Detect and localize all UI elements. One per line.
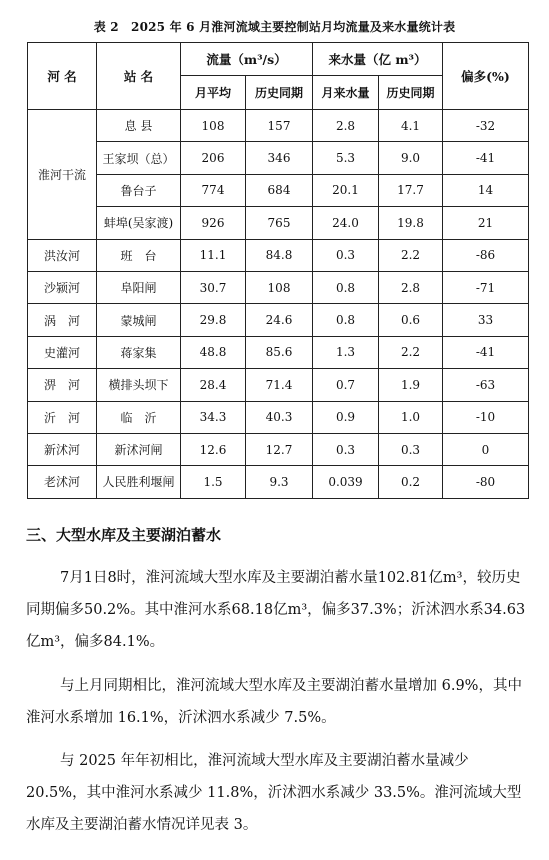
river-cell: 沙颍河	[28, 271, 97, 303]
inflow-cell: 24.0	[313, 207, 379, 239]
header-inflow: 来水量（亿 m³）	[313, 43, 443, 76]
river-cell: 新沭河	[28, 433, 97, 465]
inflow-cell: 0.039	[313, 466, 379, 498]
deviation-cell: -71	[443, 271, 529, 303]
paragraph-1-text: 7月1日8时，淮河流域大型水库及主要湖泊蓄水量102.81亿m³，较历史同期偏多50.2%。其中淮河水系68.18亿m³，偏多37.3%；沂沭泗水系34.63亿m³，偏多84.1%。	[26, 570, 526, 650]
station-cell: 息 县	[97, 110, 181, 142]
flow-avg-cell: 29.8	[181, 304, 246, 336]
flow-avg-cell: 926	[181, 207, 246, 239]
flow-hist-cell: 85.6	[246, 336, 313, 368]
flow-statistics-table	[27, 42, 529, 499]
flow-hist-cell: 108	[246, 271, 313, 303]
paragraph-3-text: 与 2025 年年初相比，淮河流域大型水库及主要湖泊蓄水量减少 20.5%，其中淮河水系减少 11.8%，沂沭泗水系减少 33.5%。淮河流域大型水库及主要湖泊蓄水情况详见表 3。	[26, 753, 522, 833]
station-cell: 新沭河闸	[97, 433, 181, 465]
station-cell: 横排头坝下	[97, 369, 181, 401]
table-row	[28, 174, 529, 206]
deviation-cell: 0	[443, 433, 529, 465]
paragraph-1	[26, 562, 526, 658]
flow-hist-cell: 684	[246, 174, 313, 206]
inflow-hist-cell: 0.2	[379, 466, 443, 498]
flow-avg-cell: 28.4	[181, 369, 246, 401]
deviation-cell: 14	[443, 174, 529, 206]
inflow-cell: 1.3	[313, 336, 379, 368]
inflow-hist-cell: 19.8	[379, 207, 443, 239]
deviation-cell: -41	[443, 336, 529, 368]
river-cell: 老沭河	[28, 466, 97, 498]
river-cell: 沂 河	[28, 401, 97, 433]
header-monthly-avg: 月平均	[181, 76, 246, 110]
flow-hist-cell: 84.8	[246, 239, 313, 271]
inflow-hist-cell: 0.6	[379, 304, 443, 336]
inflow-cell: 0.8	[313, 304, 379, 336]
header-flow-historical: 历史同期	[246, 76, 313, 110]
deviation-cell: 21	[443, 207, 529, 239]
station-cell: 人民胜利堰闸	[97, 466, 181, 498]
station-cell: 班 台	[97, 239, 181, 271]
flow-hist-cell: 24.6	[246, 304, 313, 336]
table-row	[28, 401, 529, 433]
inflow-hist-cell: 0.3	[379, 433, 443, 465]
flow-avg-cell: 108	[181, 110, 246, 142]
header-inflow-historical: 历史同期	[379, 76, 443, 110]
inflow-cell: 0.9	[313, 401, 379, 433]
table-row	[28, 271, 529, 303]
table-row	[28, 304, 529, 336]
river-cell: 洪汝河	[28, 239, 97, 271]
inflow-cell: 0.7	[313, 369, 379, 401]
deviation-cell: -63	[443, 369, 529, 401]
flow-avg-cell: 774	[181, 174, 246, 206]
inflow-hist-cell: 4.1	[379, 110, 443, 142]
flow-hist-cell: 157	[246, 110, 313, 142]
table-row	[28, 142, 529, 174]
header-deviation: 偏多(%)	[443, 43, 529, 110]
inflow-hist-cell: 2.8	[379, 271, 443, 303]
flow-hist-cell: 40.3	[246, 401, 313, 433]
paragraph-2-text: 与上月同期相比，淮河流域大型水库及主要湖泊蓄水量增加 6.9%，其中淮河水系增加 16.1%，沂沭泗水系减少 7.5%。	[26, 678, 522, 726]
station-cell: 王家坝（总）	[97, 142, 181, 174]
deviation-cell: -41	[443, 142, 529, 174]
flow-avg-cell: 30.7	[181, 271, 246, 303]
inflow-hist-cell: 1.0	[379, 401, 443, 433]
inflow-hist-cell: 2.2	[379, 239, 443, 271]
river-cell: 淠 河	[28, 369, 97, 401]
paragraph-2	[26, 670, 526, 734]
paragraph-3	[26, 745, 526, 841]
flow-hist-cell: 12.7	[246, 433, 313, 465]
deviation-cell: -32	[443, 110, 529, 142]
deviation-cell: -10	[443, 401, 529, 433]
flow-avg-cell: 1.5	[181, 466, 246, 498]
inflow-hist-cell: 2.2	[379, 336, 443, 368]
inflow-cell: 0.3	[313, 239, 379, 271]
deviation-cell: 33	[443, 304, 529, 336]
section-heading: 三、大型水库及主要湖泊蓄水	[26, 526, 222, 544]
table-body	[28, 110, 529, 499]
station-cell: 临 沂	[97, 401, 181, 433]
flow-hist-cell: 71.4	[246, 369, 313, 401]
header-inflow-amount: 月来水量	[313, 76, 379, 110]
header-flow: 流量（m³/s）	[181, 43, 313, 76]
table-row	[28, 433, 529, 465]
table-row	[28, 336, 529, 368]
river-cell: 史灌河	[28, 336, 97, 368]
deviation-cell: -80	[443, 466, 529, 498]
flow-avg-cell: 48.8	[181, 336, 246, 368]
table-caption: 表 2 2025 年 6 月淮河流域主要控制站月均流量及来水量统计表	[93, 20, 456, 34]
inflow-hist-cell: 17.7	[379, 174, 443, 206]
station-cell: 蒋家集	[97, 336, 181, 368]
station-cell: 阜阳闸	[97, 271, 181, 303]
table-row	[28, 239, 529, 271]
flow-avg-cell: 206	[181, 142, 246, 174]
river-cell: 淮河干流	[28, 110, 97, 240]
table-row	[28, 369, 529, 401]
inflow-cell: 0.8	[313, 271, 379, 303]
flow-avg-cell: 11.1	[181, 239, 246, 271]
river-cell: 涡 河	[28, 304, 97, 336]
flow-hist-cell: 765	[246, 207, 313, 239]
table-row	[28, 110, 529, 142]
header-station: 站 名	[97, 43, 181, 110]
flow-hist-cell: 9.3	[246, 466, 313, 498]
inflow-cell: 2.8	[313, 110, 379, 142]
inflow-hist-cell: 1.9	[379, 369, 443, 401]
inflow-cell: 0.3	[313, 433, 379, 465]
inflow-hist-cell: 9.0	[379, 142, 443, 174]
table-row	[28, 466, 529, 498]
inflow-cell: 5.3	[313, 142, 379, 174]
flow-avg-cell: 34.3	[181, 401, 246, 433]
deviation-cell: -86	[443, 239, 529, 271]
inflow-cell: 20.1	[313, 174, 379, 206]
station-cell: 蒙城闸	[97, 304, 181, 336]
header-river: 河 名	[28, 43, 97, 110]
flow-avg-cell: 12.6	[181, 433, 246, 465]
station-cell: 鲁台子	[97, 174, 181, 206]
table-row	[28, 207, 529, 239]
flow-hist-cell: 346	[246, 142, 313, 174]
station-cell: 蚌埠(吴家渡)	[97, 207, 181, 239]
